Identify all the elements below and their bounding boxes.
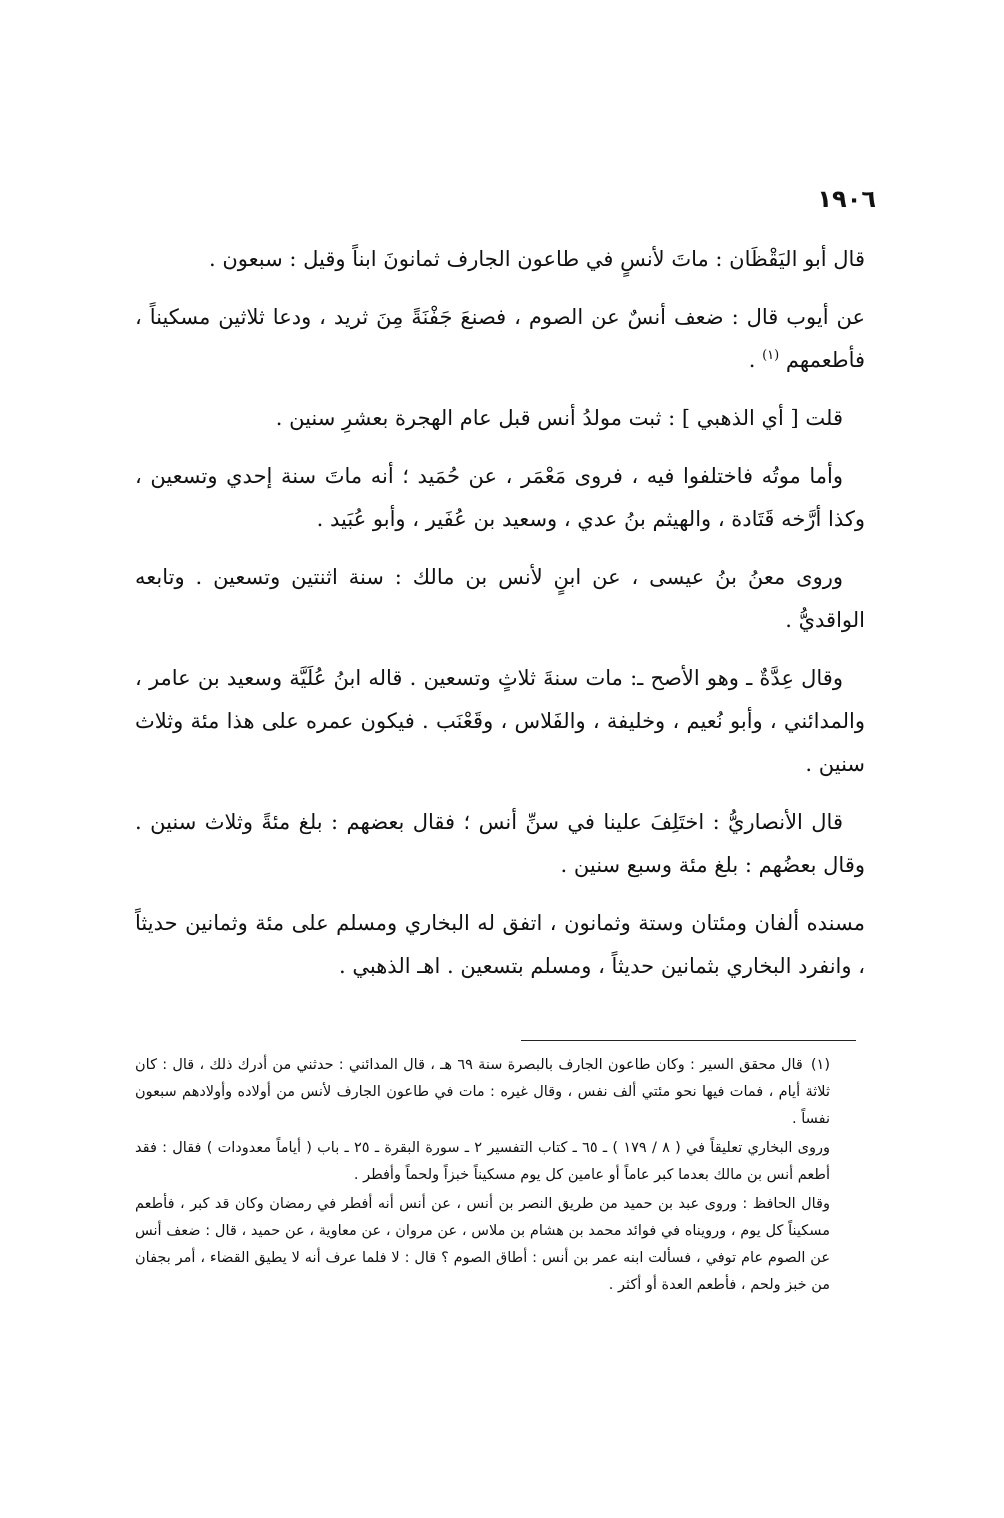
paragraph-8: مسنده ألفان ومئتان وستة وثمانون ، اتفق له البخاري ومسلم على مئة وثمانين حديثاً ، وانفرد البخاري بثمانين حديثاً ، ومسلم بتسعين . اهـ الذهبي . <box>135 911 865 978</box>
footnote-number: (١) <box>810 1057 830 1073</box>
paragraph-3: قلت [ أي الذهبي ] : ثبت مولدُ أنس قبل عام الهجرة بعشرِ سنين . <box>275 406 843 430</box>
paragraph-6: وقال عِدَّةٌ ـ وهو الأصح ـ: مات سنةَ ثلاثٍ وتسعين . قاله ابنُ عُلَيَّة وسعيد بن عامر ، والمدائني ، وأبو نُعيم ، وخليفة ، والفَلاس ، وقَعْنَب . فيكون عمره على هذا مئة وثلاث سنين . <box>135 666 865 776</box>
footnote-1-text: قال محقق السير : وكان طاعون الجارف بالبصرة سنة ٦٩ هـ ، قال المدائني : حدثني من أدرك ذلك ، قال : كان ثلاثة أيام ، فمات فيها نحو مئتي ألف نفس ، وقال غيره : مات في طاعون الجارف لأنس من أولاده وأولادهم سبعون نفساً . <box>135 1057 830 1127</box>
paragraph-2-text: عن أيوب قال : ضعف أنسٌ عن الصوم ، فصنعَ جَفْنَةً مِنَ ثريد ، ودعا ثلاثين مسكيناً ، فأطعمهم <box>135 305 865 372</box>
paragraph-5: وروى معنُ بنُ عيسى ، عن ابنٍ لأنس بن مالك : سنة اثنتين وتسعين . وتابعه الواقديُّ . <box>135 565 865 632</box>
main-text <box>135 238 865 1003</box>
paragraph-2 <box>135 296 865 382</box>
footnote-1-continued-b: وقال الحافظ : وروى عبد بن حميد من طريق النصر بن أنس ، عن أنس أنه أفطر في رمضان وكان قد كبر ، فأطعم مسكيناً كل يوم ، ورويناه في فوائد محمد بن هشام بن ملاس ، عن مروان ، عن معاوية ، عن حميد ، قال : ضعف أنس عن الصوم عام توفي ، فسألت ابنه عمر بن أنس : أطاق الصوم ؟ قال : لا فلما عرف أنه لا يطيق القضاء ، أمر بجفان من خبز ولحم ، فأطعم العدة أو أكثر . <box>135 1196 830 1293</box>
footnote-1 <box>135 1052 830 1133</box>
footnote-1-continued-a: وروى البخاري تعليقاً في ( ٨ / ١٧٩ ) ـ ٦٥ ـ كتاب التفسير ٢ ـ سورة البقرة ـ ٢٥ ـ باب ( أياماً معدودات ) فقال : فقد أطعم أنس بن مالك بعدما كبر عاماً أو عامين كل يوم مسكيناً خبزاً ولحماً وأفطر . <box>135 1140 831 1183</box>
paragraph-4: وأما موتُه فاختلفوا فيه ، فروى مَعْمَر ، عن حُمَيد ؛ أنه ماتَ سنة إحدي وتسعين ، وكذا أرَّخه قَتَادة ، والهيثم بنُ عدي ، وسعيد بن عُفَير ، وأبو عُبَيد . <box>135 464 865 531</box>
page-number: ١٩٠٦ <box>817 185 876 213</box>
paragraph-7: قال الأنصاريُّ : اختَلِفَ علينا في سنِّ أنس ؛ فقال بعضهم : بلغ مئةً وثلاث سنين . وقال بعضُهم : بلغ مئة وسبع سنين . <box>135 810 865 877</box>
paragraph-2-end: . <box>748 348 763 372</box>
footnote-divider <box>521 1040 856 1041</box>
footnotes <box>135 1052 830 1301</box>
footnote-ref: (١) <box>762 348 780 363</box>
paragraph-1: قال أبو اليَقْظَان : ماتَ لأنسٍ في طاعون الجارف ثمانونَ ابناً وقيل : سبعون . <box>209 247 865 271</box>
